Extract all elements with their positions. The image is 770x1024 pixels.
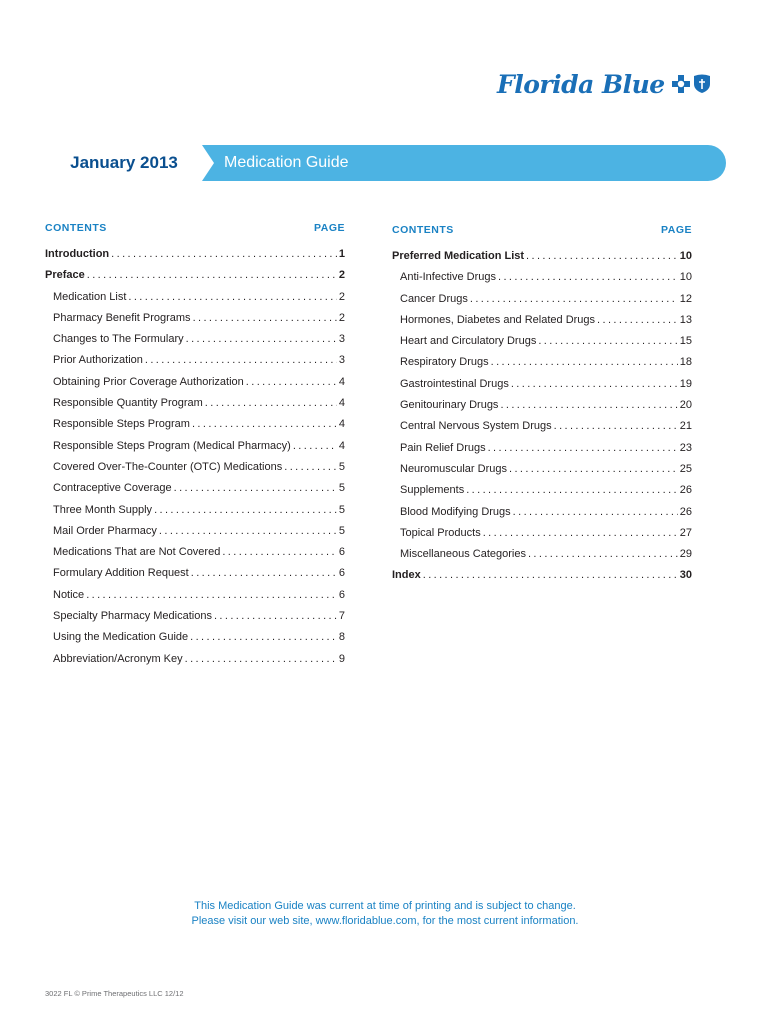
toc-leader-dots — [511, 378, 678, 390]
toc-leader-dots — [293, 440, 337, 452]
toc-leader-dots — [483, 527, 678, 539]
toc-contents-heading: CONTENTS — [392, 224, 454, 236]
toc-entry — [45, 418, 345, 439]
toc-entry — [45, 291, 345, 312]
toc-entry-label: Using the Medication Guide — [53, 631, 189, 644]
toc-leader-dots — [597, 314, 678, 326]
toc-page-heading: PAGE — [661, 224, 692, 236]
toc-entry — [392, 548, 692, 569]
toc-entry-page: 1 — [338, 248, 345, 260]
banner-title: Medication Guide — [224, 154, 349, 171]
toc-entry — [392, 378, 692, 399]
toc-leader-dots — [491, 356, 678, 368]
toc-entry-label: Gastrointestinal Drugs — [400, 377, 509, 390]
toc-entry-label: Miscellaneous Categories — [400, 548, 526, 561]
toc-entry-label: Covered Over-The-Counter (OTC) Medications — [53, 460, 283, 473]
toc-entry — [392, 335, 692, 356]
toc-entry-page: 2 — [338, 269, 345, 282]
toc-entry-page: 26 — [679, 484, 692, 497]
toc-entry — [45, 269, 345, 290]
toc-entry-label: Genitourinary Drugs — [400, 399, 499, 412]
toc-leader-dots — [145, 354, 337, 366]
toc-entry — [45, 653, 345, 674]
toc-entry-page: 10 — [679, 250, 692, 262]
toc-entry-page: 12 — [679, 292, 692, 305]
toc-leader-dots — [526, 250, 678, 262]
toc-entry-page: 8 — [338, 631, 345, 644]
toc-entry-page: 4 — [338, 439, 345, 452]
toc-contents-heading: CONTENTS — [45, 222, 107, 234]
toc-entry-label: Medications That are Not Covered — [53, 546, 221, 559]
toc-entry-page: 6 — [338, 546, 345, 559]
toc-entry — [45, 610, 345, 631]
toc-entry-page: 7 — [338, 610, 345, 623]
toc-leader-dots — [470, 293, 678, 305]
toc-entry-page: 30 — [679, 569, 692, 582]
footer-text: 3022 FL © Prime Therapeutics LLC 12/12 — [45, 989, 184, 998]
toc-leader-dots — [186, 333, 337, 345]
toc-right-column — [392, 224, 692, 591]
toc-entry-label: Responsible Quantity Program — [53, 397, 203, 410]
toc-entry-label: Medication List — [53, 290, 127, 303]
note-line-2: Please visit our web site, www.floridablue.com, for the most current information. — [191, 915, 579, 927]
toc-entry — [45, 504, 345, 525]
toc-entry — [45, 312, 345, 333]
toc-entry — [45, 461, 345, 482]
toc-entry-page: 21 — [679, 420, 692, 433]
toc-entry-label: Responsible Steps Program — [53, 418, 190, 431]
toc-entry — [45, 248, 345, 269]
toc-leader-dots — [284, 461, 337, 473]
toc-entry-page: 18 — [679, 356, 692, 369]
toc-entry-page: 5 — [338, 524, 345, 537]
toc-entry-page: 6 — [338, 567, 345, 580]
toc-entry-label: Index — [392, 569, 421, 582]
toc-leader-dots — [191, 567, 337, 579]
toc-entry — [45, 546, 345, 567]
toc-entry — [45, 354, 345, 375]
toc-entry-label: Pharmacy Benefit Programs — [53, 311, 191, 324]
toc-leader-dots — [500, 399, 677, 411]
header-banner — [44, 145, 726, 181]
toc-page-heading: PAGE — [314, 222, 345, 234]
toc-entry-label: Blood Modifying Drugs — [400, 505, 511, 518]
toc-entry-page: 9 — [338, 652, 345, 665]
toc-leader-dots — [192, 418, 337, 430]
toc-entry — [392, 420, 692, 441]
toc-entry-label: Three Month Supply — [53, 503, 153, 516]
logo-marks — [671, 74, 711, 94]
note-line-1: This Medication Guide was current at time of printing and is subject to change. — [194, 900, 576, 912]
toc-left-list — [45, 248, 345, 674]
toc-entry-page: 4 — [338, 397, 345, 410]
toc-entry — [392, 271, 692, 292]
toc-entry-page: 4 — [338, 375, 345, 388]
banner-date: January 2013 — [70, 153, 178, 172]
toc-entry-page: 19 — [679, 377, 692, 390]
toc-entry-page: 13 — [679, 313, 692, 326]
toc-entry — [45, 397, 345, 418]
toc-entry — [392, 527, 692, 548]
toc-entry-page: 10 — [679, 271, 692, 284]
blue-shield-icon — [693, 74, 711, 94]
toc-entry — [392, 463, 692, 484]
toc-entry — [45, 333, 345, 354]
currency-note — [0, 899, 770, 929]
toc-entry-label: Cancer Drugs — [400, 292, 468, 305]
toc-entry-page: 5 — [338, 503, 345, 516]
toc-leader-dots — [513, 506, 678, 518]
toc-entry-page: 2 — [338, 290, 345, 303]
toc-entry-label: Preferred Medication List — [392, 250, 525, 262]
toc-entry-label: Hormones, Diabetes and Related Drugs — [400, 313, 596, 326]
toc-leader-dots — [205, 397, 337, 409]
toc-leader-dots — [423, 569, 678, 581]
toc-right-list — [392, 250, 692, 591]
logo-text: Florida Blue — [497, 69, 665, 99]
toc-entry-label: Contraceptive Coverage — [53, 482, 172, 495]
toc-leader-dots — [185, 653, 337, 665]
toc-entry-page: 29 — [679, 548, 692, 561]
toc-leader-dots — [190, 631, 337, 643]
toc-entry-page: 23 — [679, 441, 692, 454]
toc-entry — [392, 356, 692, 377]
toc-entry-page: 15 — [679, 335, 692, 348]
toc-entry-label: Obtaining Prior Coverage Authorization — [53, 375, 244, 388]
toc-leader-dots — [214, 610, 337, 622]
toc-leader-dots — [86, 589, 337, 601]
toc-entry-label: Central Nervous System Drugs — [400, 420, 552, 433]
toc-entry-label: Introduction — [45, 248, 110, 260]
toc-entry-label: Supplements — [400, 484, 465, 497]
toc-leader-dots — [174, 482, 337, 494]
toc-leader-dots — [159, 525, 337, 537]
toc-entry — [392, 484, 692, 505]
toc-entry — [45, 567, 345, 588]
toc-entry-label: Preface — [45, 269, 85, 282]
toc-entry — [45, 376, 345, 397]
toc-entry-label: Responsible Steps Program (Medical Pharmacy) — [53, 439, 291, 452]
toc-leader-dots — [193, 312, 337, 324]
toc-entry-page: 6 — [338, 588, 345, 601]
toc-entry-label: Abbreviation/Acronym Key — [53, 652, 183, 665]
toc-right-header — [392, 224, 692, 242]
toc-entry-page: 5 — [338, 460, 345, 473]
toc-entry-page: 3 — [338, 354, 345, 367]
toc-entry-page: 2 — [338, 311, 345, 324]
toc-left-column — [45, 222, 345, 674]
toc-entry-page: 25 — [679, 462, 692, 475]
toc-entry — [392, 442, 692, 463]
toc-entry — [392, 293, 692, 314]
toc-left-header — [45, 222, 345, 240]
toc-entry — [392, 569, 692, 590]
toc-leader-dots — [538, 335, 677, 347]
toc-entry — [45, 589, 345, 610]
toc-entry-label: Pain Relief Drugs — [400, 441, 486, 454]
toc-entry — [45, 440, 345, 461]
toc-leader-dots — [154, 504, 337, 516]
toc-leader-dots — [128, 291, 337, 303]
toc-leader-dots — [554, 420, 678, 432]
toc-leader-dots — [246, 376, 337, 388]
toc-entry-label: Mail Order Pharmacy — [53, 524, 157, 537]
toc-leader-dots — [509, 463, 678, 475]
toc-entry-label: Formulary Addition Request — [53, 567, 189, 580]
toc-leader-dots — [528, 548, 678, 560]
toc-entry-label: Heart and Circulatory Drugs — [400, 335, 537, 348]
toc-entry — [392, 250, 692, 271]
toc-entry-label: Anti-Infective Drugs — [400, 271, 496, 284]
toc-leader-dots — [111, 248, 337, 260]
florida-blue-logo — [497, 66, 727, 102]
toc-entry-label: Prior Authorization — [53, 354, 143, 367]
toc-entry-label: Specialty Pharmacy Medications — [53, 610, 212, 623]
toc-entry-label: Topical Products — [400, 526, 481, 539]
toc-leader-dots — [87, 269, 337, 281]
toc-entry-label: Changes to The Formulary — [53, 333, 184, 346]
toc-entry-page: 20 — [679, 399, 692, 412]
toc-leader-dots — [222, 546, 337, 558]
toc-entry — [392, 314, 692, 335]
toc-entry-page: 26 — [679, 505, 692, 518]
toc-leader-dots — [498, 271, 678, 283]
blue-cross-icon — [671, 74, 691, 94]
toc-entry — [45, 525, 345, 546]
toc-entry-page: 3 — [338, 333, 345, 346]
toc-entry-label: Neuromuscular Drugs — [400, 462, 507, 475]
toc-leader-dots — [466, 484, 678, 496]
toc-entry — [392, 506, 692, 527]
toc-entry — [45, 482, 345, 503]
toc-leader-dots — [488, 442, 678, 454]
toc-entry-page: 27 — [679, 526, 692, 539]
toc-entry-label: Respiratory Drugs — [400, 356, 489, 369]
toc-entry-label: Notice — [53, 588, 85, 601]
toc-entry — [392, 399, 692, 420]
toc-entry-page: 5 — [338, 482, 345, 495]
toc-entry-page: 4 — [338, 418, 345, 431]
toc-entry — [45, 631, 345, 652]
